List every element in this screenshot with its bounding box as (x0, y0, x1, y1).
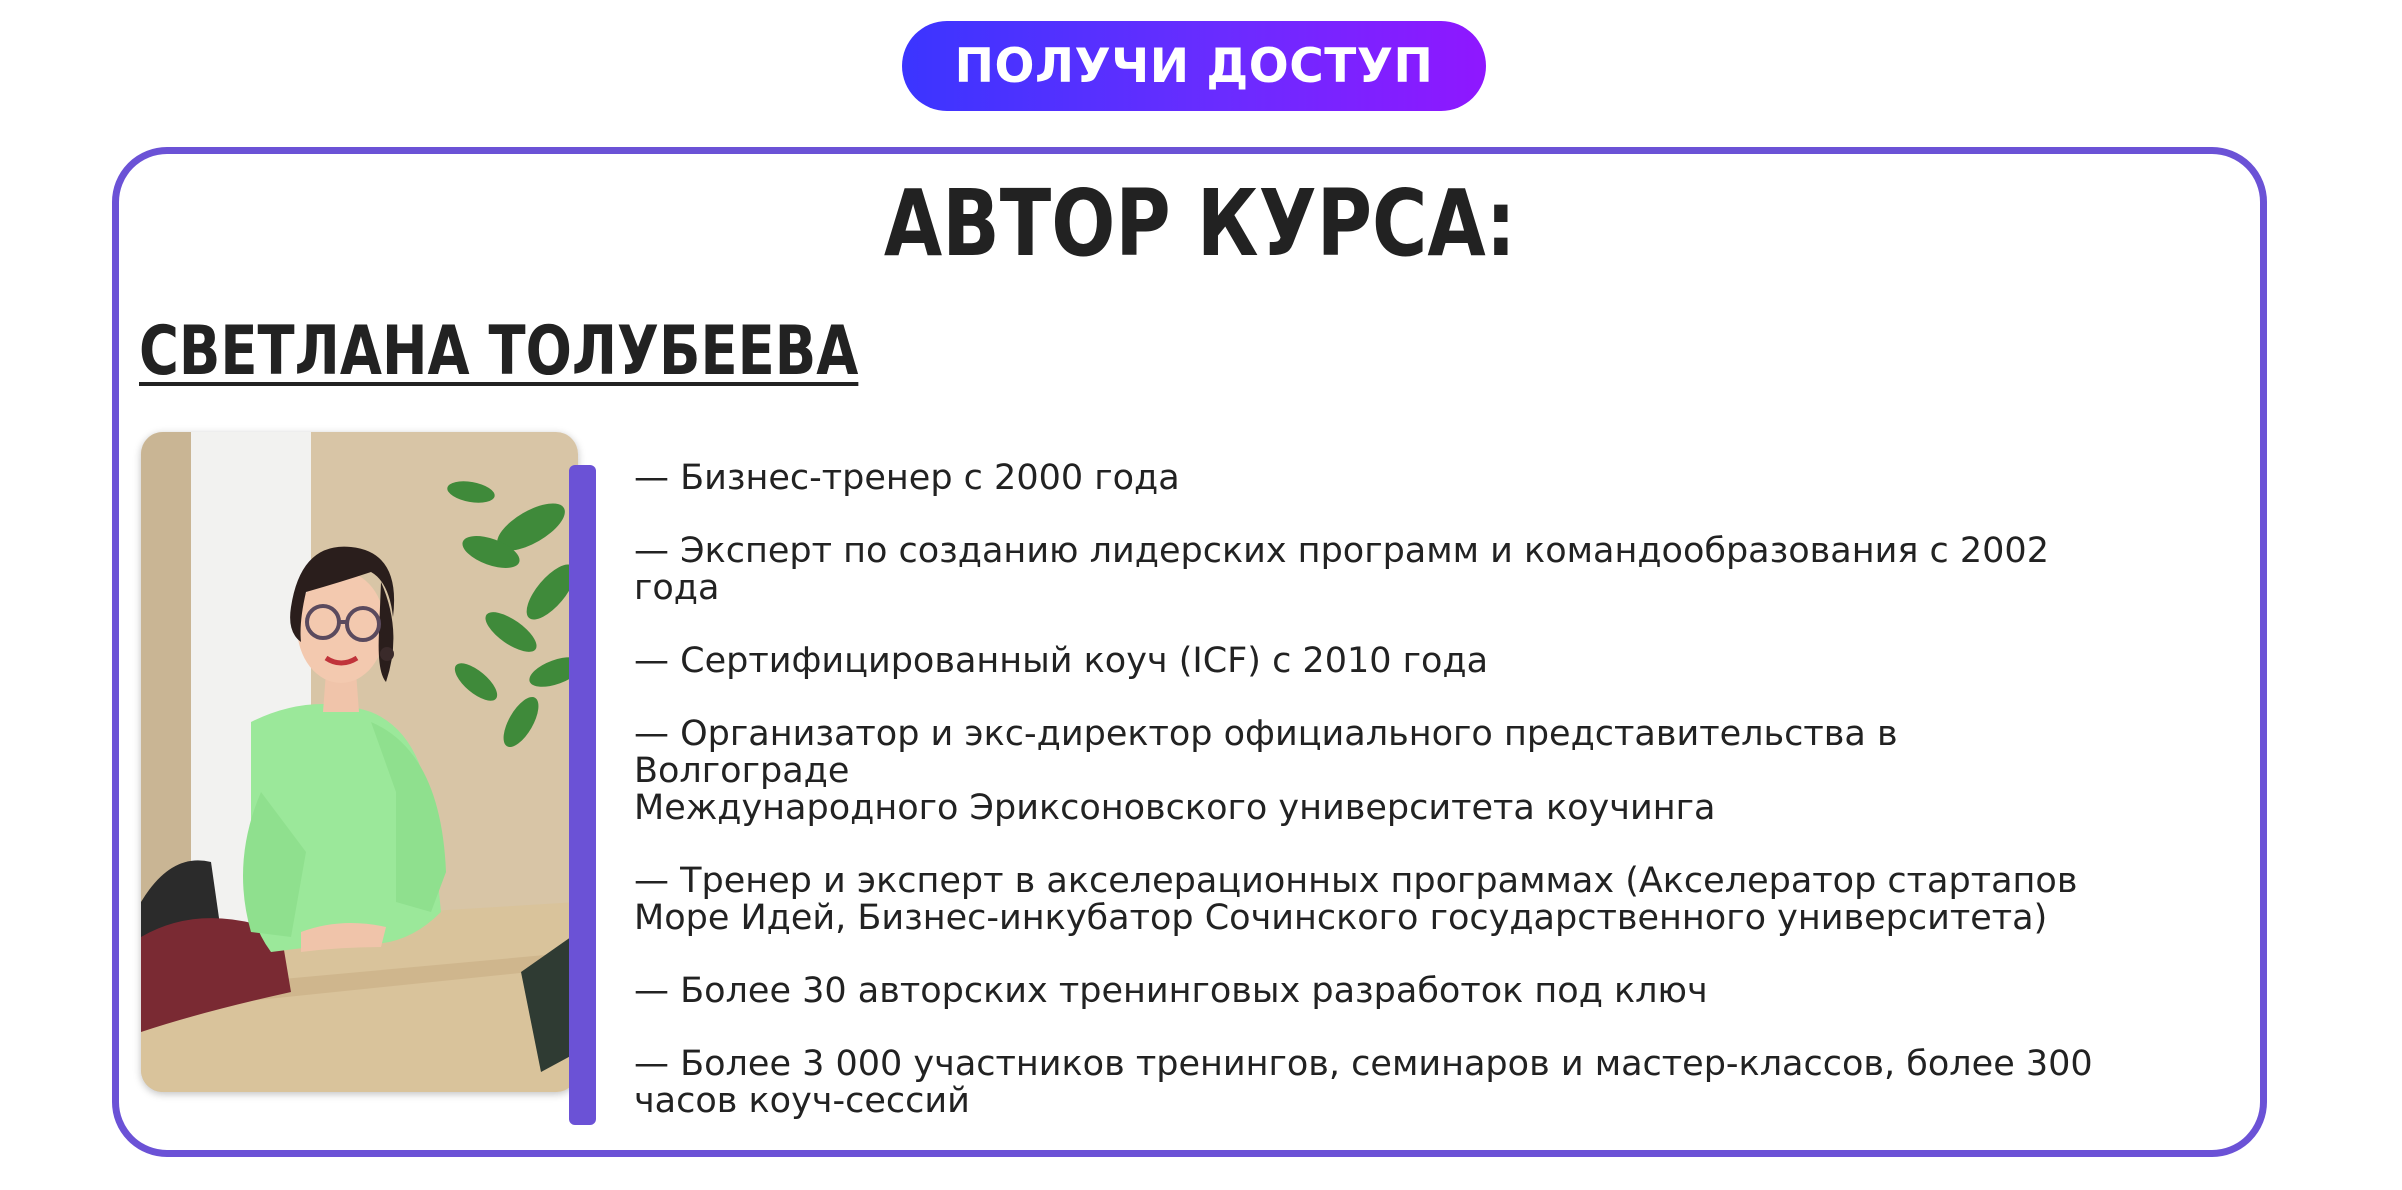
bio-item: — Сертифицированный коуч (ICF) с 2010 года (634, 641, 1489, 681)
bio-item: — Организатор и экс-директор официального представительства в Волгограде Международного Эриксоновского университета коучинга (634, 714, 1898, 828)
bio-item: — Тренер и эксперт в акселерационных программах (Акселератор стартапов Море Идей, Бизнес-инкубатор Сочинского государственного университета) (634, 861, 2078, 938)
author-photo (141, 432, 578, 1092)
section-heading: АВТОР КУРСА: (883, 170, 1516, 277)
get-access-button[interactable]: ПОЛУЧИ ДОСТУП (902, 21, 1486, 111)
author-name-link[interactable]: СВЕТЛАНА ТОЛУБЕЕВА (139, 312, 859, 391)
bio-item: — Более 30 авторских тренинговых разработок под ключ (634, 971, 1708, 1011)
bio-list (634, 460, 2114, 1156)
bio-item: — Более 3 000 участников тренингов, семинаров и мастер-классов, более 300 часов коуч-сессий (634, 1044, 2093, 1121)
bio-item: — Бизнес-тренер с 2000 года (634, 458, 1180, 498)
accent-bar (569, 465, 596, 1125)
bio-item: — Эксперт по созданию лидерских программ и командообразования с 2002 года (634, 531, 2049, 608)
